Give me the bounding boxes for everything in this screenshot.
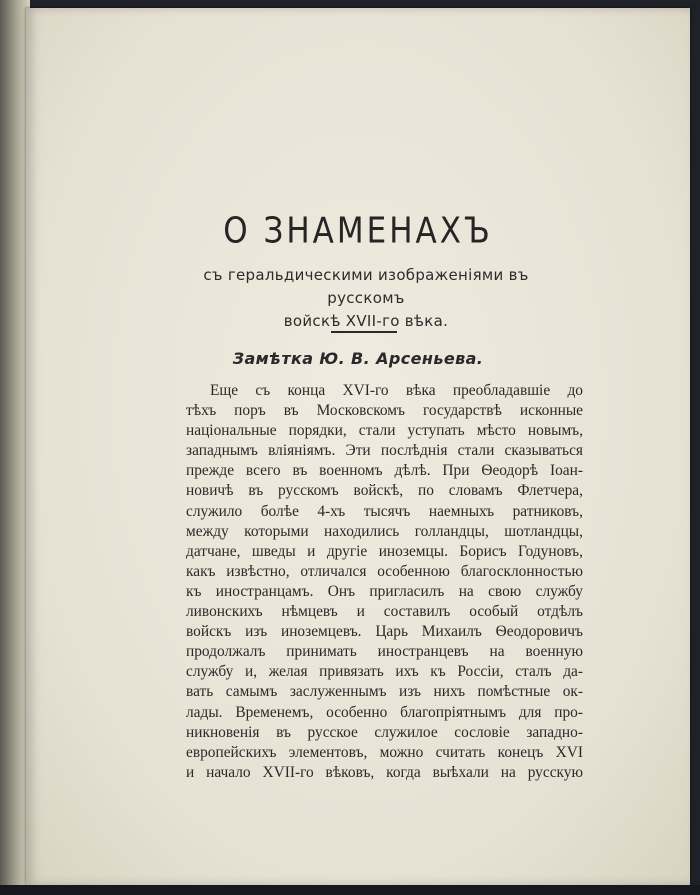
author-byline: Замѣтка Ю. В. Арсеньева. <box>232 349 484 368</box>
text-line: западнымъ вліяніямъ. Эти послѣднія стали сказываться <box>186 442 583 460</box>
subtitle-line: съ геральдическими изображеніями въ русскомъ <box>203 266 529 307</box>
text-line: лады. Временемъ, особенно благопріятнымъ для про- <box>186 703 583 721</box>
text-line: европейскихъ элементовъ, можно считать конецъ XVI <box>186 743 583 761</box>
text-line: службу и, желая привязать ихъ къ Россіи, сталъ да- <box>186 663 583 681</box>
text-line: датчане, шведы и другіе иноземцы. Борисъ Годуновъ, <box>186 542 583 560</box>
text-line: новичѣ въ русскомъ войскѣ, по словамъ Флетчера, <box>186 482 583 500</box>
text-line: ливонскихъ нѣмцевъ и составилъ особый отдѣлъ <box>186 603 583 621</box>
document-title: О ЗНАМЕНАХЪ <box>223 210 493 252</box>
text-line: вать самымъ заслуженнымъ изъ нихъ помѣстные ок- <box>186 683 583 701</box>
text-line: и начало XVII-го вѣковъ, когда выѣхали на русскую <box>186 763 583 781</box>
text-line: національные порядки, стали уступать мѣсто новымъ, <box>186 422 583 440</box>
body-paragraph <box>186 381 583 783</box>
text-line: служило болѣе 4-хъ тысячъ наемныхъ ратниковъ, <box>186 502 583 520</box>
text-line: Еще съ конца XVI-го вѣка преобладавшіе до <box>210 382 583 399</box>
text-line: между которыми находились голландцы, шотландцы, <box>186 522 583 540</box>
title-divider <box>331 331 397 333</box>
text-line: прежде всего въ военномъ дѣлѣ. При Ѳеодорѣ Іоан- <box>186 462 583 480</box>
text-line: никновенія въ русское служилое сословіе западно- <box>186 723 583 741</box>
text-line: къ иностранцамъ. Онъ пригласилъ на свою службу <box>186 582 583 600</box>
text-line: продолжалъ принимать иностранцевъ на военную <box>186 643 583 661</box>
text-line: войскъ изъ иноземцевъ. Царь Михаилъ Ѳеодоровичъ <box>186 623 583 641</box>
text-line: тѣхъ поръ въ Московскомъ государствѣ исконные <box>186 402 583 420</box>
document-subtitle <box>166 264 566 333</box>
document-page <box>26 8 690 885</box>
scan-bottom-edge <box>0 885 700 895</box>
subtitle-line: войскѣ XVII-го вѣка. <box>283 312 449 330</box>
text-line: какъ извѣстно, отличался особенною благосклонностью <box>186 562 583 580</box>
